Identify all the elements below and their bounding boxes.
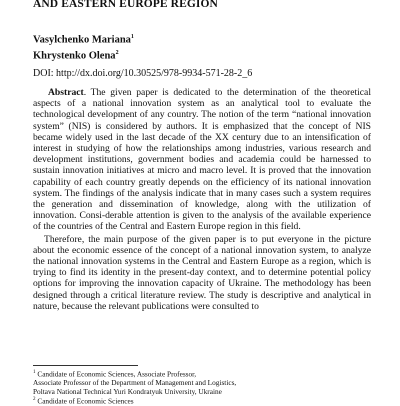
paper-title: AND EASTERN EUROPE REGION	[33, 0, 218, 10]
body-paragraph: Therefore, the main purpose of the given paper is to put everyone in the picture about the economic essence of the concept of a national innovation system, to analyze the national innovation systems in the Central and Eastern Europe as a region, which is trying to find its identity in the present-day context, and to determine potential policy options for improving the innovation capacity of Ukraine. The methodology has been designed through a critical literature review. The study is descriptive and analytical in nature, because the relevant publications were consulted to	[33, 233, 371, 312]
footnote-1: $^1$ Candidate of Economic Sciences, Associate Professor,	[33, 369, 197, 379]
abstract-label: Abstract	[48, 87, 84, 98]
footnote-1-line-2: Associate Professor of the Department of Management and Logistics,	[33, 378, 237, 388]
author-name: Khrystenko Olena$^2$	[33, 49, 119, 61]
author-list	[33, 31, 134, 62]
abstract-paragraph	[33, 87, 371, 233]
doi-link[interactable]: DOI: http://dx.doi.org/10.30525/978-9934-571-28-2_6	[33, 68, 253, 79]
footnote-1-line-3: Poltava National Technical Yuri Kondratyuk University, Ukraine	[33, 386, 222, 396]
footnote-2: $^2$ Candidate of Economic Sciences	[33, 396, 134, 406]
paper-body	[33, 87, 371, 312]
author-name: Vasylchenko Mariana$^1$	[33, 34, 134, 46]
footnotes	[33, 369, 371, 406]
abstract-text: . The given paper is dedicated to the determination of the theoretical aspects of a national innovation system as an analytical tool to evaluate the technological development of any country. The notion of the term “national innovation system” (NIS) is considered by authors. It is emphasized that the concept of NIS became widely used in the last decade of the XX century due to an intensification of interest in studying of how the relationships among industries, various research and development institutions, government bodies and academia could be harnessed to sustain innovation initiatives at micro and macro level. It is proved that the innovation capability of each country greatly depends on the efficiency of its national innovation system. The findings of the analysis indicate that in many cases such a system requires the generation and dissemination of knowledge, along with the utilization of innovation. Consi-derable attention is given to the analysis of the available experience of the countries of the Central and Eastern Europe region in this field.	[33, 87, 371, 233]
footnote-mark: 1	[33, 370, 36, 375]
footnote-mark: 2	[115, 49, 119, 56]
footnote-mark: 1	[130, 34, 134, 40]
footnote-divider	[33, 365, 138, 366]
footnote-mark: 2	[33, 397, 36, 403]
